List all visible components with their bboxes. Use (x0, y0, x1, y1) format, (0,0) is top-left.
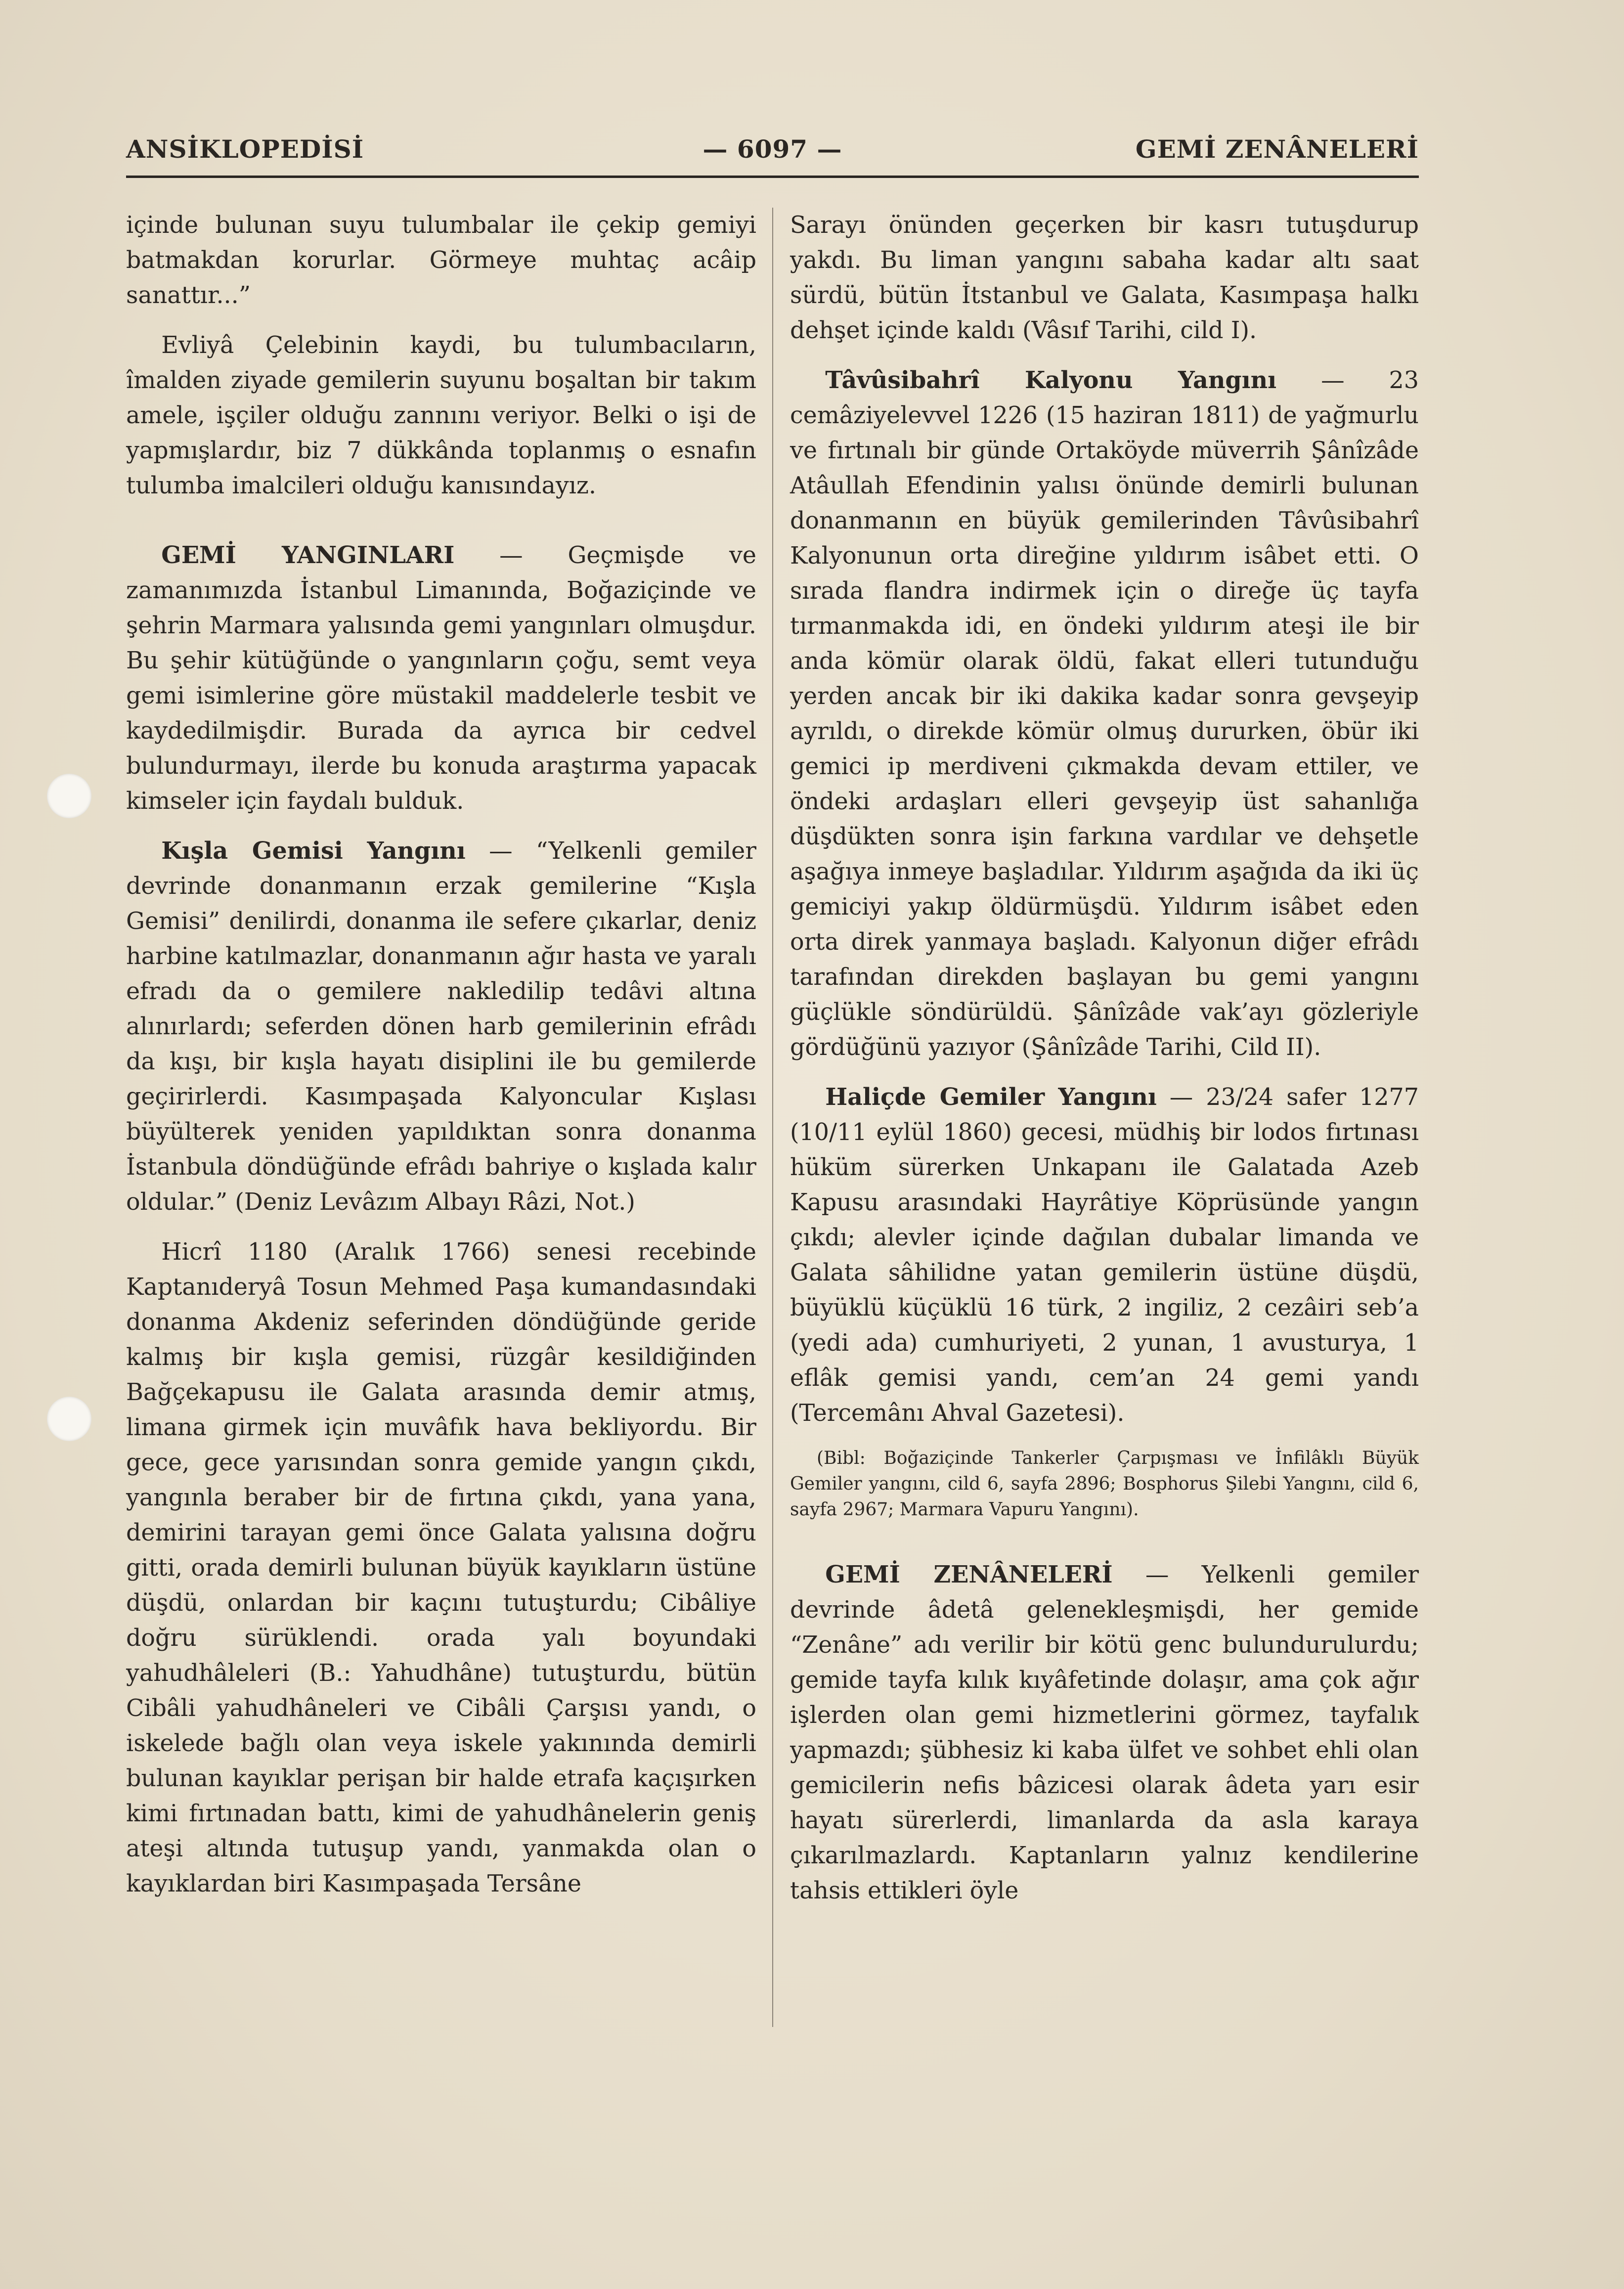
section-heading: GEMİ ZENÂNELERİ (825, 1561, 1113, 1588)
paragraph (790, 363, 1419, 1065)
paragraph: Sarayı önünden geçerken bir kasrı tutuşdurup yakdı. Bu liman yangını sabaha kadar altı saat sürdü, bütün İtstanbul ve Galata, Kasımpaşa halkı dehşet içinde kaldı (Vâsıf Tarihi, cild I). (790, 212, 1419, 344)
page-header (126, 130, 1419, 174)
paragraph (790, 1557, 1419, 1908)
binder-hole-top (47, 774, 91, 818)
header-rule (126, 176, 1419, 178)
right-column (790, 208, 1419, 1923)
section-heading: Tâvûsibahrî Kalyonu Yangını (825, 366, 1277, 394)
column-divider (772, 208, 773, 2027)
paragraph: Evliyâ Çelebinin kaydi, bu tulumbacıların, îmalden ziyade gemilerin suyunu boşaltan bir takım amele, işçiler olduğu zannını veriyor. Belki o işi de yapmışlardır, biz 7 dükkânda toplanmış o esnafın tulumba imalcileri olduğu kanısındayız. (126, 332, 756, 499)
page-number: — 6097 — (702, 134, 842, 164)
paragraph (790, 1080, 1419, 1431)
bibliography-note: (Bibl: Boğaziçinde Tankerler Çarpışması ve İnfilâklı Büyük Gemiler yangını, cild 6, sayfa 2896; Bosphorus Şilebi Yangını, cild 6, sayfa 2967; Marmara Vapuru Yangını). (790, 1448, 1419, 1520)
paragraph (126, 538, 756, 819)
section-body: — Geçmişde ve zamanımızda İstanbul Limanında, Boğaziçinde ve şehrin Marmara yalısında gemi yangınları olmuşdur. Bu şehir kütüğünde o yangınların çoğu, semt veya gemi isimlerine göre müstakil maddelerle tesbit ve kaydedilmişdir. Burada da ayrıca bir cedvel bulundurmayı, ilerde bu konuda araştırma yapacak kimseler için faydalı bulduk. (126, 542, 756, 815)
section-body: — “Yelkenli gemiler devrinde donanmanın erzak gemilerine “Kışla Gemisi” denilirdi, donanma ile sefere çıkarlar, deniz harbine katılmazlar, donanmanın ağır hasta ve yaralı efradı da o gemilere nakledilip tedâvi altına alınırlardı; seferden dönen harb gemilerinin efrâdı da kışı, bir kışla hayatı disiplini ile bu gemilerde geçirirlerdi. Kasımpaşada Kalyoncular Kışlası büyülterek yeniden yapıldıktan sonra donanma İstanbula döndüğünde efrâdı bahriye o kışlada kalır oldular.” (Deniz Levâzım Albayı Râzi, Not.) (126, 837, 757, 1216)
left-column (126, 208, 756, 1916)
section-heading: Haliçde Gemiler Yangını (825, 1083, 1157, 1111)
binder-hole-bottom (47, 1397, 91, 1441)
paragraph (126, 834, 756, 1220)
section-body: — 23 cemâziyelevvel 1226 (15 haziran 1811) de yağmurlu ve fırtınalı bir günde Ortaköyde müverrih Şânîzâde Atâullah Efendinin yalısı önünde demirli bulunan donanmanın en büyük gemilerinden Tâvûsibahrî Kalyonunun orta direğine yıldırım isâbet etti. O sırada flandra indirmek için o direğe üç tayfa tırmanmakda idi, en öndeki yıldırım ateşi ile bir anda kömür olarak öldü, fakat elleri tutunduğu yerden ancak bir iki dakika kadar sonra gevşeyip ayrıldı, o direkde kömür olmuş dururken, öbür iki gemici ip merdiveni çıkmakda devam ettiler, ve öndeki ardaşları elleri gevşeyip üst sahanlığa düşdükten sonra işin farkına vardılar ve dehşetle aşağıya inmeye başladılar. Yıldırım aşağıda da iki üç gemiciyi yakıp öldürmüşdü. Yıldırım isâbet eden orta direk yanmaya başladı. Kalyonun diğer efrâdı tarafından direkden başlayan bu gemi yangını güçlükle söndürüldü. Şânîzâde vak’ayı gözleriyle gördüğünü yazıyor (Şânîzâde Tarihi, Cild II). (790, 367, 1419, 1061)
paragraph: içinde bulunan suyu tulumbalar ile çekip gemiyi batmakdan korurlar. Görmeye muhtaç acâip sanattır...” (126, 212, 756, 309)
section-body: — Yelkenli gemiler devrinde âdetâ gelenekleşmişdi, her gemide “Zenâne” adı verilir bir kötü genc bulundurulurdu; gemide tayfa kılık kıyâfetinde dolaşır, ama çok ağır işlerden olan gemi hizmetlerini görmez, tayfalık yapmazdı; şübhesiz ki kaba ülfet ve sohbet ehli olan gemicilerin nefis bâzicesi olarak âdeta yarı esir hayatı sürerlerdi, limanlarda da asla karaya çıkarılmazlardı. Kaptanların yalnız kendilerine tahsis ettikleri öyle (790, 1561, 1419, 1904)
section-body: — 23/24 safer 1277 (10/11 eylül 1860) gecesi, müdhiş bir lodos fırtınası hüküm sürerken Unkapanı ile Galatada Azeb Kapusu arasındaki Hayrâtiye Köprüsünde yangın çıkdı; alevler içinde dağılan dubalar limanda ve Galata sâhilidne yatan gemilerin üstüne düşdü, büyüklü küçüklü 16 türk, 2 ingiliz, 2 cezâiri seb’a (yedi ada) cumhuriyeti, 2 yunan, 1 avusturya, 1 eflâk gemisi yandı, cem’an 24 gemi yandı (Tercemânı Ahval Gazetesi). (790, 1084, 1419, 1427)
section-heading: GEMİ YANGINLARI (161, 541, 455, 569)
header-right-title: GEMİ ZENÂNELERİ (1135, 134, 1419, 164)
section-heading: Kışla Gemisi Yangını (161, 837, 466, 865)
header-left-title: ANSİKLOPEDİSİ (126, 134, 364, 164)
paragraph: Hicrî 1180 (Aralık 1766) senesi recebinde Kaptanıderyâ Tosun Mehmed Paşa kumandasındaki donanma Akdeniz seferinden döndüğünde geride kalmış bir kışla gemisi, rüzgâr kesildiğinden Bağçekapusu ile Galata arasında demir atmış, limana girmek için muvâfık hava bekliyordu. Bir gece, gece yarısından sonra gemide yangın çıkdı, yangınla beraber bir de fırtına çıkdı, yana yana, demirini tarayan gemi önce Galata yalısına doğru gitti, orada demirli bulunan büyük kayıkların üstüne düşdü, onlardan bir kaçını tutuşturdu; Cibâliye doğru sürüklendi. orada yalı boyundaki yahudhâleleri (B.: Yahudhâne) tutuşturdu, bütün Cibâli yahudhâneleri ve Cibâli Çarşısı yandı, o iskelede bağlı olan veya iskele yakınında demirli bulunan kayıklar perişan bir halde etrafa kaçışırken kimi fırtınadan battı, kimi de yahudhânelerin geniş ateşi altında tutuşup yandı, yanmakda olan o kayıklardan biri Kasımpaşada Tersâne (126, 1238, 756, 1897)
